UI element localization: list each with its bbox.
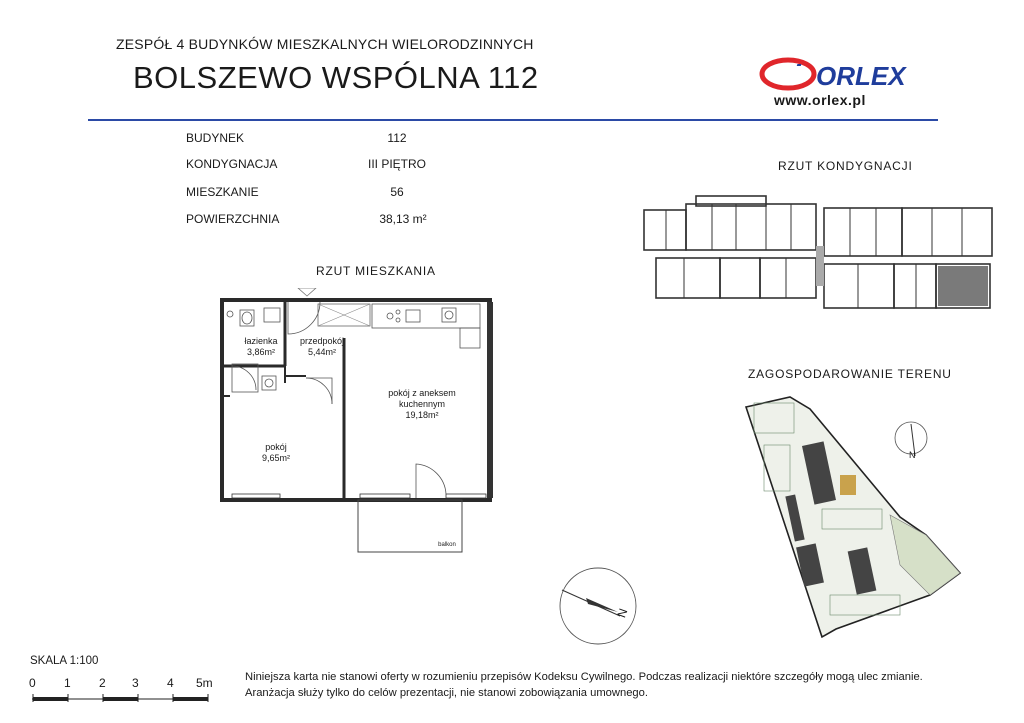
disclaimer-line-1: Niniejsza karta nie stanowi oferty w rozumieniu przepisów Kodeksu Cywilnego. Podczas realizacji niektóre szczegóły mogą ulec zmianie. [245, 671, 923, 683]
info-label-building: BUDYNEK [186, 131, 245, 145]
disclaimer [245, 669, 965, 701]
scale-bar [32, 690, 212, 698]
disclaimer-line-2: Aranżacja służy tylko do celów prezentacji, nie stanowi zobowiązania umownego. [245, 687, 648, 699]
project-subtitle: ZESPÓŁ 4 BUDYNKÓW MIESZKALNYCH WIELORODZINNYCH [116, 36, 534, 52]
info-label-apartment: MIESZKANIE [186, 185, 259, 199]
scale-tick: 1 [64, 676, 71, 690]
scale-label: SKALA 1:100 [30, 655, 99, 667]
scale-tick: 0 [29, 676, 36, 690]
room-hall: przedpokój 5,44m² [299, 336, 345, 357]
info-value-building: 112 [387, 131, 407, 145]
site-plan-title: ZAGOSPODAROWANIE TERENU [748, 367, 952, 381]
info-label-area: POWIERZCHNIA [186, 212, 280, 226]
compass-icon [556, 566, 644, 648]
floor-plan-title: RZUT KONDYGNACJI [778, 159, 913, 173]
header-divider [88, 119, 938, 121]
north-arrow-icon [893, 420, 929, 464]
room-bedroom: pokój 9,65m² [261, 442, 290, 463]
project-title: BOLSZEWO WSPÓLNA 112 [133, 60, 539, 95]
room-living-kitchen: pokój z aneksem kuchennym 19,18m² [388, 388, 456, 420]
floor-plan-drawing [636, 190, 996, 330]
info-value-area: 38,13 m² [379, 212, 427, 226]
scale-tick: 3 [132, 676, 139, 690]
logo-wordmark: ORLEX [816, 61, 906, 91]
site-plan-drawing [740, 385, 970, 645]
apartment-plan [210, 288, 510, 558]
north-label: N [909, 450, 916, 460]
scale-tick: 5m [196, 676, 213, 690]
info-value-apartment: 56 [390, 185, 404, 199]
room-bathroom: łazienka 3,86m² [244, 336, 278, 357]
apartment-plan-title: RZUT MIESZKANIA [316, 264, 436, 278]
info-value-floor: III PIĘTRO [367, 157, 426, 171]
compass-north-label: N [614, 606, 631, 620]
room-balcony: balkon [438, 542, 456, 548]
company-url[interactable]: www.orlex.pl [774, 92, 866, 108]
scale-tick: 4 [167, 676, 174, 690]
scale-tick: 2 [99, 676, 106, 690]
info-label-floor: KONDYGNACJA [186, 157, 278, 171]
